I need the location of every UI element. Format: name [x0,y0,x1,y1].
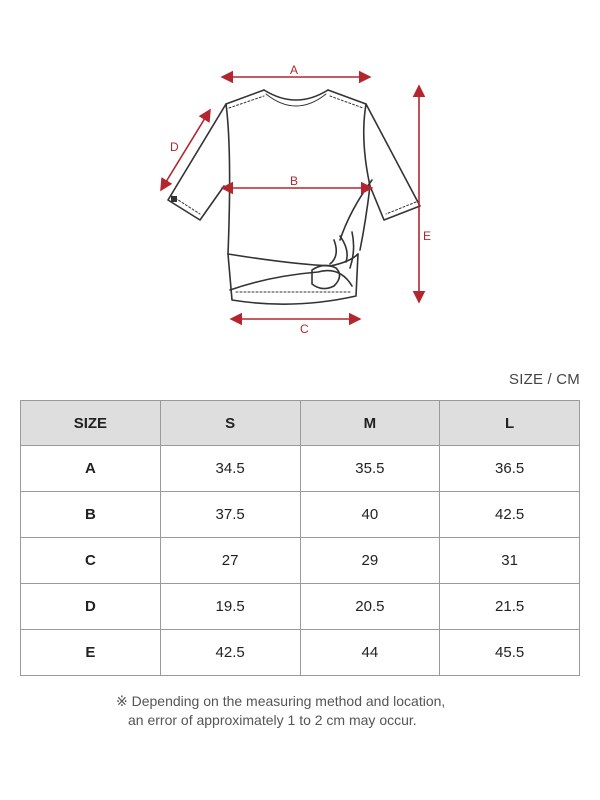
unit-label: SIZE / CM [509,371,580,388]
cell-s: 27 [160,538,300,584]
header-m: M [300,401,440,446]
header-size: SIZE [21,401,161,446]
dimension-b-label: B [290,174,299,188]
table-header-row [21,401,580,446]
cell-l: 42.5 [440,492,580,538]
cell-l: 31 [440,538,580,584]
header-s: S [160,401,300,446]
tshirt-illustration [0,0,600,350]
cell-m: 35.5 [300,446,440,492]
dimension-d-line [161,110,210,190]
dimension-d-label: D [170,140,179,154]
measurement-note [116,692,445,730]
cell-l: 21.5 [440,584,580,630]
cell-s: 34.5 [160,446,300,492]
tshirt-diagram [0,0,600,350]
cell-s: 37.5 [160,492,300,538]
cell-l: 45.5 [440,630,580,676]
size-table [20,400,580,676]
cell-m: 44 [300,630,440,676]
table-row [21,630,580,676]
cell-m: 40 [300,492,440,538]
tshirt-outline [168,90,420,304]
sleeve-tag [171,196,177,202]
row-label: E [21,630,161,676]
note-line-2: an error of approximately 1 to 2 cm may occur. [128,712,417,728]
table-row [21,584,580,630]
dimension-e-label: E [423,229,432,243]
table-row [21,538,580,584]
cell-s: 19.5 [160,584,300,630]
cell-l: 36.5 [440,446,580,492]
header-l: L [440,401,580,446]
table-row [21,446,580,492]
cell-m: 20.5 [300,584,440,630]
dimension-a-label: A [290,63,299,77]
cell-s: 42.5 [160,630,300,676]
row-label: D [21,584,161,630]
cell-m: 29 [300,538,440,584]
row-label: B [21,492,161,538]
table-row [21,492,580,538]
note-line-1: ※ Depending on the measuring method and location, [116,693,446,709]
row-label: C [21,538,161,584]
dimension-c-label: C [300,322,309,336]
row-label: A [21,446,161,492]
